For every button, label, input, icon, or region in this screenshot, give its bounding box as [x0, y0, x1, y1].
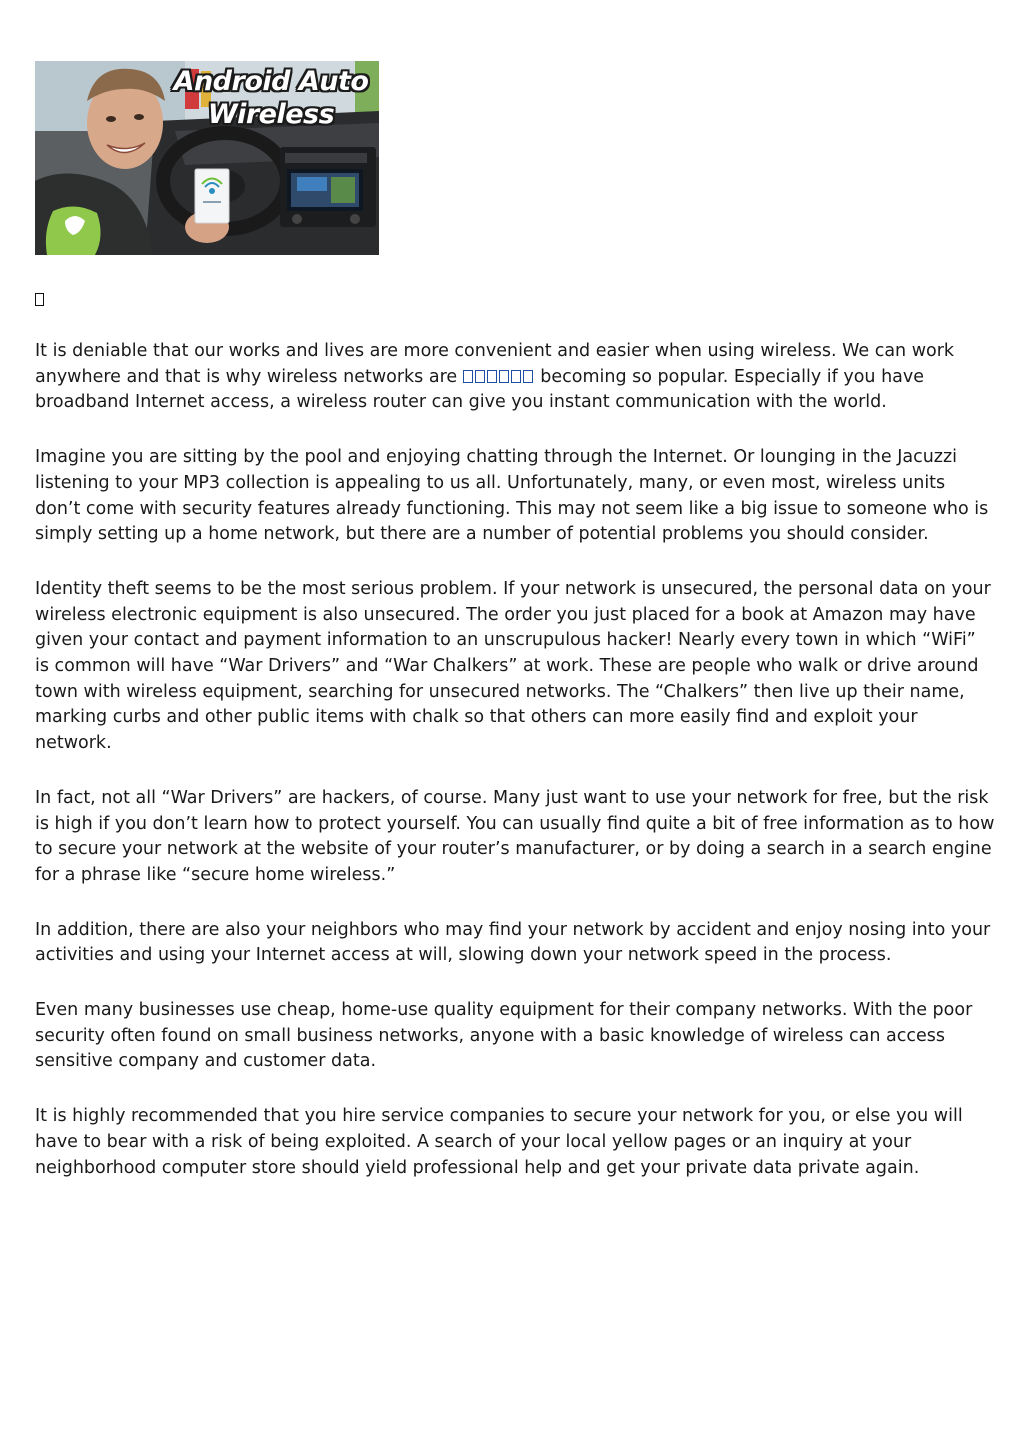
missing-glyph-line [35, 291, 995, 311]
paragraph-1-start: It is deniable that our works and lives are more convenient and easier when using wireless. We can work anywhere and that is why wireless networks are [35, 341, 955, 387]
hero-title-line-1: Android Auto [173, 66, 369, 97]
inline-link[interactable] [463, 367, 535, 387]
paragraph-1 [35, 339, 995, 416]
missing-glyph-icon [523, 370, 533, 383]
paragraph-7: It is highly recommended that you hire service companies to secure your network for you, or else you will have to bear with a risk of being exploited. A search of your local yellow pages or an inquiry at your neighborhood computer store should yield professional help and get your private data private again. [35, 1106, 963, 1178]
missing-glyph-icon [463, 370, 473, 383]
article [35, 61, 995, 1210]
missing-glyph-icon [487, 370, 497, 383]
hero-title-line-2: Wireless [207, 99, 335, 130]
missing-glyph-icon [35, 293, 44, 306]
paragraph-2: Imagine you are sitting by the pool and enjoying chatting through the Internet. Or lounging in the Jacuzzi listening to your MP3 collection is appealing to us all. Unfortunately, many, or even most, wireless units don’t come with security features already functioning. This may not seem like a big issue to someone who is simply setting up a home network, but there are a number of potential problems you should consider. [35, 447, 989, 545]
missing-glyph-icon [499, 370, 509, 383]
paragraph-5: In addition, there are also your neighbors who may find your network by accident and enjoy nosing into your activities and using your Internet access at will, slowing down your network speed in the process. [35, 919, 991, 966]
missing-glyph-icon [475, 370, 485, 383]
paragraph-4: In fact, not all “War Drivers” are hackers, of course. Many just want to use your network for free, but the risk is high if you don’t learn how to protect yourself. You can usually find quite a bit of free information as to how to secure your network at the website of your router’s manufacturer, or by doing a search in a search engine for a phrase like “secure home wireless.” [35, 787, 995, 885]
hero-title [173, 65, 369, 131]
missing-glyph-icon [511, 370, 521, 383]
paragraph-3: Identity theft seems to be the most serious problem. If your network is unsecured, the personal data on your wireless electronic equipment is also unsecured. The order you just placed for a book at Amazon may have given your contact and payment information to an unscrupulous hacker! Nearly every town in which “WiFi” is common will have “War Drivers” and “War Chalkers” at work. These are people who walk or drive around town with wireless equipment, searching for unsecured networks. The “Chalkers” then live up their name, marking curbs and other public items with chalk so that others can more easily find and exploit your network. [35, 578, 991, 754]
hero-image [35, 61, 379, 255]
paragraph-6: Even many businesses use cheap, home-use quality equipment for their company networks. With the poor security often found on small business networks, anyone with a basic knowledge of wireless can access sensitive company and customer data. [35, 1000, 973, 1072]
paragraph-1-end: becoming so popular. Especially if you have broadband Internet access, a wireless router can give you instant communication with the world. [35, 366, 925, 413]
